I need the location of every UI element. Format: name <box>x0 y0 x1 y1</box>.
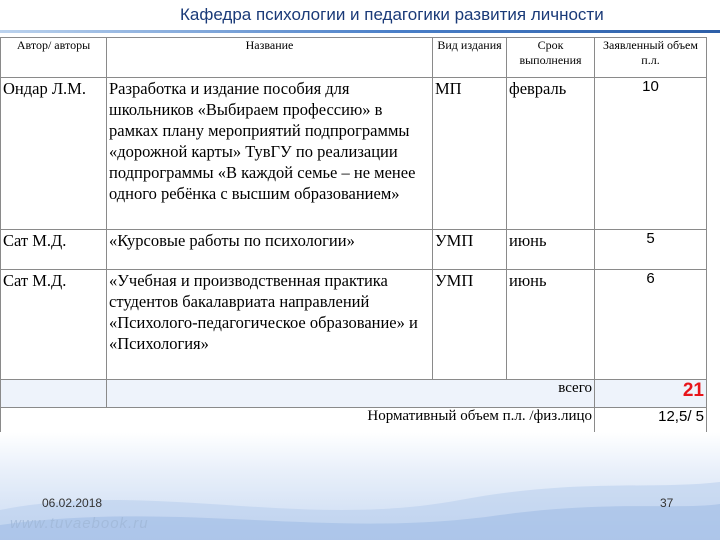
total-value: 21 <box>595 380 707 408</box>
row-volume: 5 <box>595 230 707 270</box>
row-author: Ондар Л.М. <box>1 78 107 230</box>
row-name: «Курсовые работы по психологии» <box>107 230 433 270</box>
table-row <box>1 270 707 380</box>
row-volume: 10 <box>595 78 707 230</box>
row-type: МП <box>433 78 507 230</box>
title-underline <box>0 30 720 33</box>
page-title: Кафедра психологии и педагогики развития личности <box>180 5 604 24</box>
header-type: Вид издания <box>433 38 507 78</box>
row-type: УМП <box>433 270 507 380</box>
total-row <box>1 380 707 408</box>
normative-label: Нормативный объем п.л. /физ.лицо <box>1 408 595 434</box>
total-label: всего <box>107 380 595 408</box>
row-name: «Учебная и производственная практика студентов бакалавриата направлений «Психолого-педагогическое образование» и «Психология» <box>107 270 433 380</box>
row-name: Разработка и издание пособия для школьников «Выбираем профессию» в рамках плану мероприятий подпрограммы «дорожной карты» ТувГУ по реализации подпрограммы «В каждой семье – не менее одного ребёнка с высшим образованием» <box>107 78 433 230</box>
header-author: Автор/ авторы <box>1 38 107 78</box>
table-row <box>1 230 707 270</box>
watermark: www.tuvaebook.ru <box>10 515 149 532</box>
row-type: УМП <box>433 230 507 270</box>
normative-row <box>1 408 707 434</box>
row-term: февраль <box>507 78 595 230</box>
row-volume: 6 <box>595 270 707 380</box>
row-author: Сат М.Д. <box>1 230 107 270</box>
header-name: Название <box>107 38 433 78</box>
slide-date: 06.02.2018 <box>42 496 103 510</box>
publications-table <box>0 37 707 434</box>
row-author: Сат М.Д. <box>1 270 107 380</box>
table-row <box>1 78 707 230</box>
normative-value: 12,5/ 5 <box>595 408 707 434</box>
header-term: Срок выполнения <box>507 38 595 78</box>
row-term: июнь <box>507 230 595 270</box>
slide-number: 37 <box>660 496 674 510</box>
header-volume: Заявленный объем п.л. <box>595 38 707 78</box>
table-header-row <box>1 38 707 78</box>
row-term: июнь <box>507 270 595 380</box>
